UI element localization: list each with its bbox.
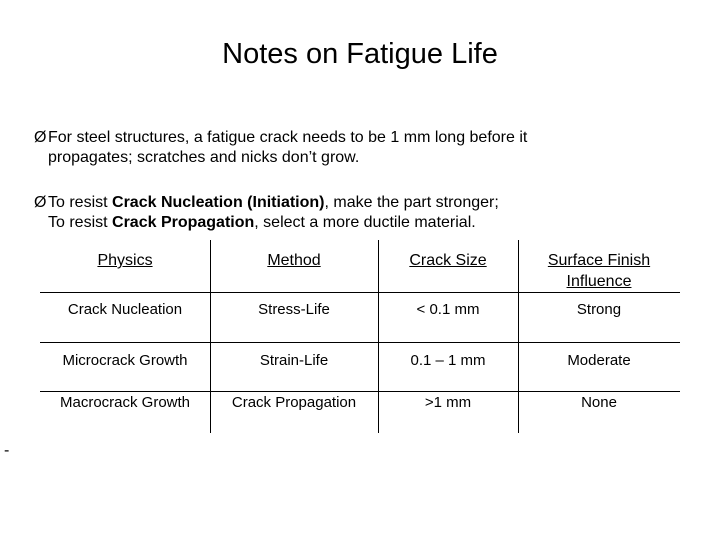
header-crack-size: Crack Size bbox=[409, 252, 487, 269]
table-cell: Stress-Life bbox=[258, 301, 330, 318]
bullet-1-line-1: For steel structures, a fatigue crack needs to be 1 mm long before it bbox=[48, 129, 528, 146]
table-cell: Crack Propagation bbox=[231, 394, 357, 411]
header-method: Method bbox=[267, 252, 321, 269]
table-cell: Microcrack Growth bbox=[62, 352, 188, 369]
bullet-2-line-2-pre: To resist bbox=[48, 214, 113, 231]
table-cell: Crack Nucleation bbox=[67, 301, 183, 318]
bullet-2-line-1 bbox=[48, 193, 688, 213]
bullet-2-line-2-post: , select a more ductile material. bbox=[254, 214, 476, 231]
table-cell: Macrocrack Growth bbox=[59, 394, 191, 411]
fatigue-table bbox=[40, 240, 680, 433]
bullet-1-line-2: propagates; scratches and nicks don’t grow. bbox=[48, 149, 360, 166]
header-surface-finish bbox=[518, 250, 680, 292]
header-surface-finish-line-2: Influence bbox=[566, 273, 632, 290]
table-cell: Strain-Life bbox=[259, 352, 329, 369]
table-divider bbox=[40, 292, 680, 293]
bullet-arrow-icon: Ø bbox=[34, 129, 47, 146]
bullet-2-line-1-pre: To resist bbox=[48, 194, 113, 211]
header-physics: Physics bbox=[97, 252, 153, 269]
footer-mark: - bbox=[4, 442, 10, 459]
slide-title: Notes on Fatigue Life bbox=[222, 38, 498, 70]
table-cell: >1 mm bbox=[424, 394, 472, 411]
table-divider bbox=[40, 342, 680, 343]
table-cell: 0.1 – 1 mm bbox=[410, 352, 486, 369]
bullet-2-line-2-bold: Crack Propagation bbox=[112, 214, 255, 231]
table-cell: Moderate bbox=[567, 352, 631, 369]
bullet-2-line-1-bold: Crack Nucleation (Initiation) bbox=[112, 194, 325, 211]
table-cell: Strong bbox=[576, 301, 622, 318]
table-cell: None bbox=[581, 394, 617, 411]
table-cell: < 0.1 mm bbox=[416, 301, 480, 318]
bullet-arrow-icon: Ø bbox=[34, 194, 47, 211]
bullet-2-line-2 bbox=[48, 213, 688, 233]
header-surface-finish-line-1: Surface Finish bbox=[547, 252, 651, 269]
bullet-2-line-1-post: , make the part stronger; bbox=[324, 194, 499, 211]
bullet-1-text bbox=[48, 128, 688, 168]
bullet-2-text bbox=[48, 193, 688, 233]
